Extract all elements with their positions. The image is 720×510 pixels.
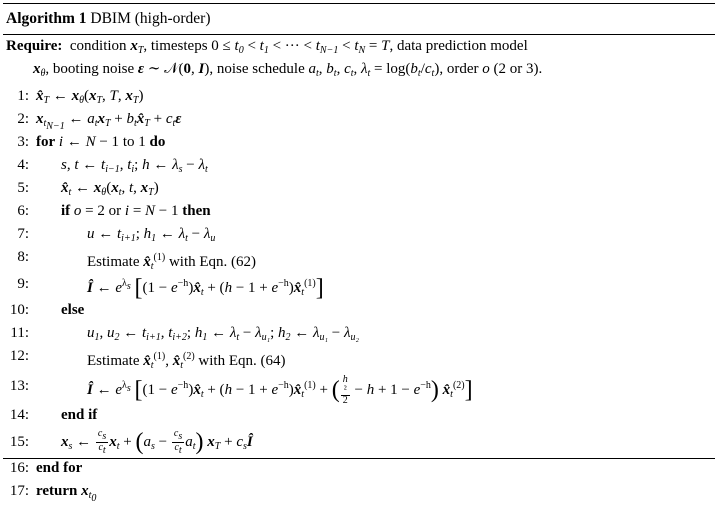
- line-number: 14:: [9, 407, 29, 423]
- line-number: 9:: [17, 276, 29, 292]
- line-number: 2:: [17, 111, 29, 127]
- algorithm-line: [3, 299, 715, 322]
- line-content: s, t ← $t_{i-1}$, $t_i$; h ← $\lambda_s - \lambda_t$: [61, 157, 208, 175]
- algorithm-name: DBIM (high-order): [90, 10, 211, 27]
- bottom-rule: [3, 458, 715, 459]
- line-content: $x̂_T$ ← $x_\theta(x_T$, T, $x_T$): [36, 88, 144, 106]
- algorithm-line: [3, 131, 715, 154]
- algorithm-line: [3, 269, 715, 299]
- line-number: 3:: [17, 134, 29, 150]
- require-block: [3, 37, 715, 83]
- line-number: 11:: [10, 325, 29, 341]
- algorithm-line: [3, 480, 715, 503]
- line-number: 15:: [9, 434, 29, 450]
- algorithm-line: [3, 85, 715, 108]
- line-number: 12:: [9, 348, 29, 364]
- algorithm-line: [3, 322, 715, 345]
- line-number: 17:: [9, 483, 29, 499]
- line-content: Î ← $e^{\lambda_s}$ [$(1 - e^{-h})x̂_t + (h - 1$ + $e^{-h})x̂_t^{(1)}$]: [87, 275, 324, 301]
- algorithm-line: [3, 427, 715, 457]
- algorithm-line: [3, 223, 715, 246]
- line-number: 6:: [17, 203, 29, 219]
- line-number: 7:: [17, 226, 29, 242]
- line-content: Estimate $x̂_t^{(1)}$, $x̂_t^{(2)}$ with Eqn. (64): [87, 351, 286, 371]
- require-line-2: $x_\theta$, booting noise ε ∼ 𝒩(0, I), noise schedule $a_t$, $b_t$, $c_t$, $\lambda_t = \log(b_t/c_t)$, order o (2 or 3).: [33, 61, 543, 79]
- line-number: 10:: [9, 302, 29, 318]
- algorithm-label: Algorithm 1: [6, 10, 87, 27]
- algorithm-line: [3, 457, 715, 480]
- line-content: $u_1$, $u_2$ ← $t_{i+1}$, $t_{i+2}$; $h_1$ ← $\lambda_t - \lambda_{u_1}$; $h_2$ ← $\lambda_{u_1} - \lambda_{u_2}$: [87, 325, 359, 343]
- algorithm-line: [3, 108, 715, 131]
- algorithm-line: [3, 154, 715, 177]
- line-content: if o = 2 or i = N − 1 then: [61, 203, 211, 219]
- line-content: $x_s$ ← $\frac{c_s}{c_t}$ $x_t + (a_s$ − $\frac{c_s}{c_t}$ $a_t$) $x_T$ + $c_sÎ$: [61, 428, 253, 457]
- algorithm-line: [3, 246, 715, 272]
- line-content: else: [61, 302, 85, 318]
- algorithm-title: [3, 4, 715, 34]
- line-number: 8:: [17, 249, 29, 265]
- line-content: for i ← N − 1 to 1 do: [36, 134, 166, 150]
- line-content: Î ← $e^{\lambda_s}$ [$(1 - e^{-h})x̂_t + (h - 1$ + $e^{-h})x̂_t^{(1)}$ + ( h ² 2 − $h + 1 - e^{-h}$) $x̂_t^{(2)}$]: [87, 374, 473, 407]
- algorithm-box: [3, 3, 715, 503]
- line-content: end for: [36, 460, 83, 476]
- algorithm-line: [3, 200, 715, 223]
- line-number: 5:: [17, 180, 29, 196]
- require-line-1: Require: condition $x_T$, timesteps $0 \le t_0 < t_1$ < ··· < $t_{N-1} < t_N = T$, data prediction model: [6, 38, 528, 56]
- line-content: u ← $t_{i+1}$; $h_1$ ← $\lambda_t - \lambda_u$: [87, 226, 216, 244]
- line-number: 4:: [17, 157, 29, 173]
- title-rule: [3, 34, 715, 35]
- line-content: return $x_{t_0}$: [36, 483, 97, 504]
- algorithm-line: [3, 368, 715, 407]
- line-content: Estimate $x̂_t^{(1)}$ with Eqn. (62): [87, 252, 257, 272]
- line-content: $x̂_t$ ← $x_\theta(x_t$, t, $x_T$): [61, 180, 159, 198]
- line-number: 1:: [17, 88, 29, 104]
- line-number: 16:: [9, 460, 29, 476]
- algorithm-line: [3, 345, 715, 371]
- algorithm-lines: [3, 85, 715, 503]
- line-content: end if: [61, 407, 98, 423]
- line-number: 13:: [9, 378, 29, 394]
- algorithm-line: [3, 177, 715, 200]
- algorithm-line: [3, 404, 715, 427]
- require-keyword: Require:: [6, 38, 63, 54]
- line-content: $x_{t_{N-1}}$ ← $a_tx_T$ + $b_tx̂_T + c_t\varepsilon$: [36, 111, 182, 132]
